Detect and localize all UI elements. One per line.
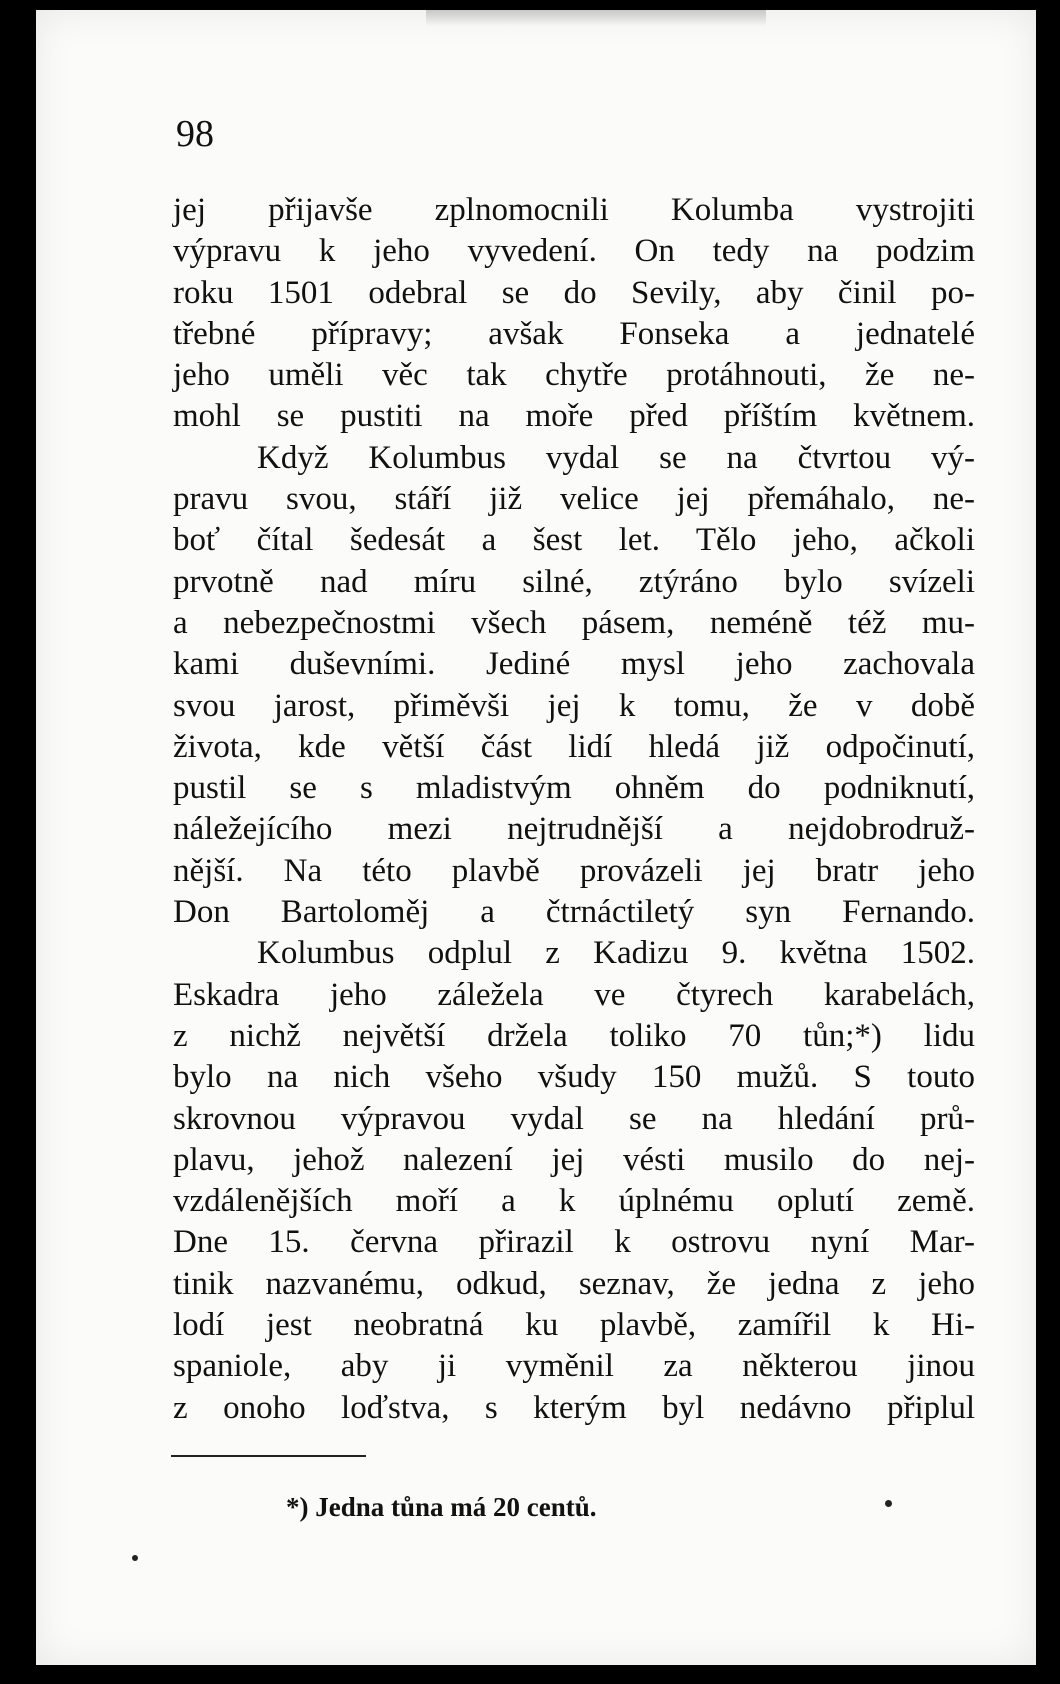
text-line: roku 1501 odebral se do Sevily, aby činil po- [173, 274, 975, 311]
text-line: spaniole, aby ji vyměnil za některou jinou [173, 1348, 975, 1385]
text-line: mohl se pustiti na moře před příštím květnem. [173, 398, 975, 435]
book-page [36, 10, 1036, 1665]
text-line: jeho uměli věc tak chytře protáhnouti, že ne- [173, 357, 975, 394]
speck [885, 1500, 892, 1507]
text-line: náležejícího mezi nejtrudnější a nejdobrodruž- [173, 811, 975, 848]
text-line: Kolumbus odplul z Kadizu 9. května 1502. [257, 935, 975, 972]
text-line: třebné přípravy; avšak Fonseka a jednatelé [173, 315, 975, 352]
text-line: nější. Na této plavbě provázeli jej bratr jeho [173, 852, 975, 889]
footnote: *) Jedna tůna má 20 centů. [286, 1492, 597, 1522]
text-line: pustil se s mladistvým ohněm do podniknutí, [173, 770, 975, 807]
text-line: pravu svou, stáří již velice jej přemáhalo, ne- [173, 481, 975, 518]
text-line: života, kde větší část lidí hledá již odpočinutí, [173, 728, 975, 765]
text-line: jej přijavše zplnomocnili Kolumba vystrojiti [173, 192, 975, 228]
text-line: Dne 15. června přirazil k ostrovu nyní Mar- [173, 1224, 975, 1261]
speck [132, 1555, 138, 1561]
body-text [173, 190, 975, 1429]
footnote-separator [171, 1455, 366, 1457]
text-line: lodí jest neobratná ku plavbě, zamířil k Hi- [173, 1307, 975, 1344]
text-line: z nichž největší držela toliko 70 tůn;*) lidu [173, 1017, 975, 1054]
text-line: kami duševními. Jediné mysl jeho zachovala [173, 646, 975, 683]
text-line: Eskadra jeho záležela ve čtyrech karabelách, [173, 976, 975, 1013]
text-line: bylo na nich všeho všudy 150 mužů. S touto [173, 1059, 975, 1096]
text-line: boť čítal šedesát a šest let. Tělo jeho, ačkoli [173, 522, 975, 559]
text-line: vzdálenějších moří a k úplnému oplutí země. [173, 1183, 975, 1220]
text-line: svou jarost, přiměvši jej k tomu, že v době [173, 687, 975, 724]
text-line: z onoho loďstva, s kterým byl nedávno připlul [173, 1389, 975, 1426]
text-line: tinik nazvanému, odkud, seznav, že jedna z jeho [173, 1265, 975, 1302]
text-line: plavu, jehož nalezení jej vésti musilo do nej- [173, 1141, 975, 1178]
text-line: prvotně nad míru silné, ztýráno bylo svízeli [173, 563, 975, 600]
text-line: Don Bartoloměj a čtrnáctiletý syn Fernando. [173, 894, 975, 931]
text-line: výpravu k jeho vyvedení. On tedy na podzim [173, 233, 975, 270]
scan-shadow [426, 10, 766, 26]
text-line: skrovnou výpravou vydal se na hledání prů- [173, 1100, 975, 1137]
text-line: a nebezpečnostmi všech pásem, neméně též mu- [173, 604, 975, 641]
text-line: Když Kolumbus vydal se na čtvrtou vý- [257, 439, 975, 476]
page-number: 98 [176, 113, 214, 155]
